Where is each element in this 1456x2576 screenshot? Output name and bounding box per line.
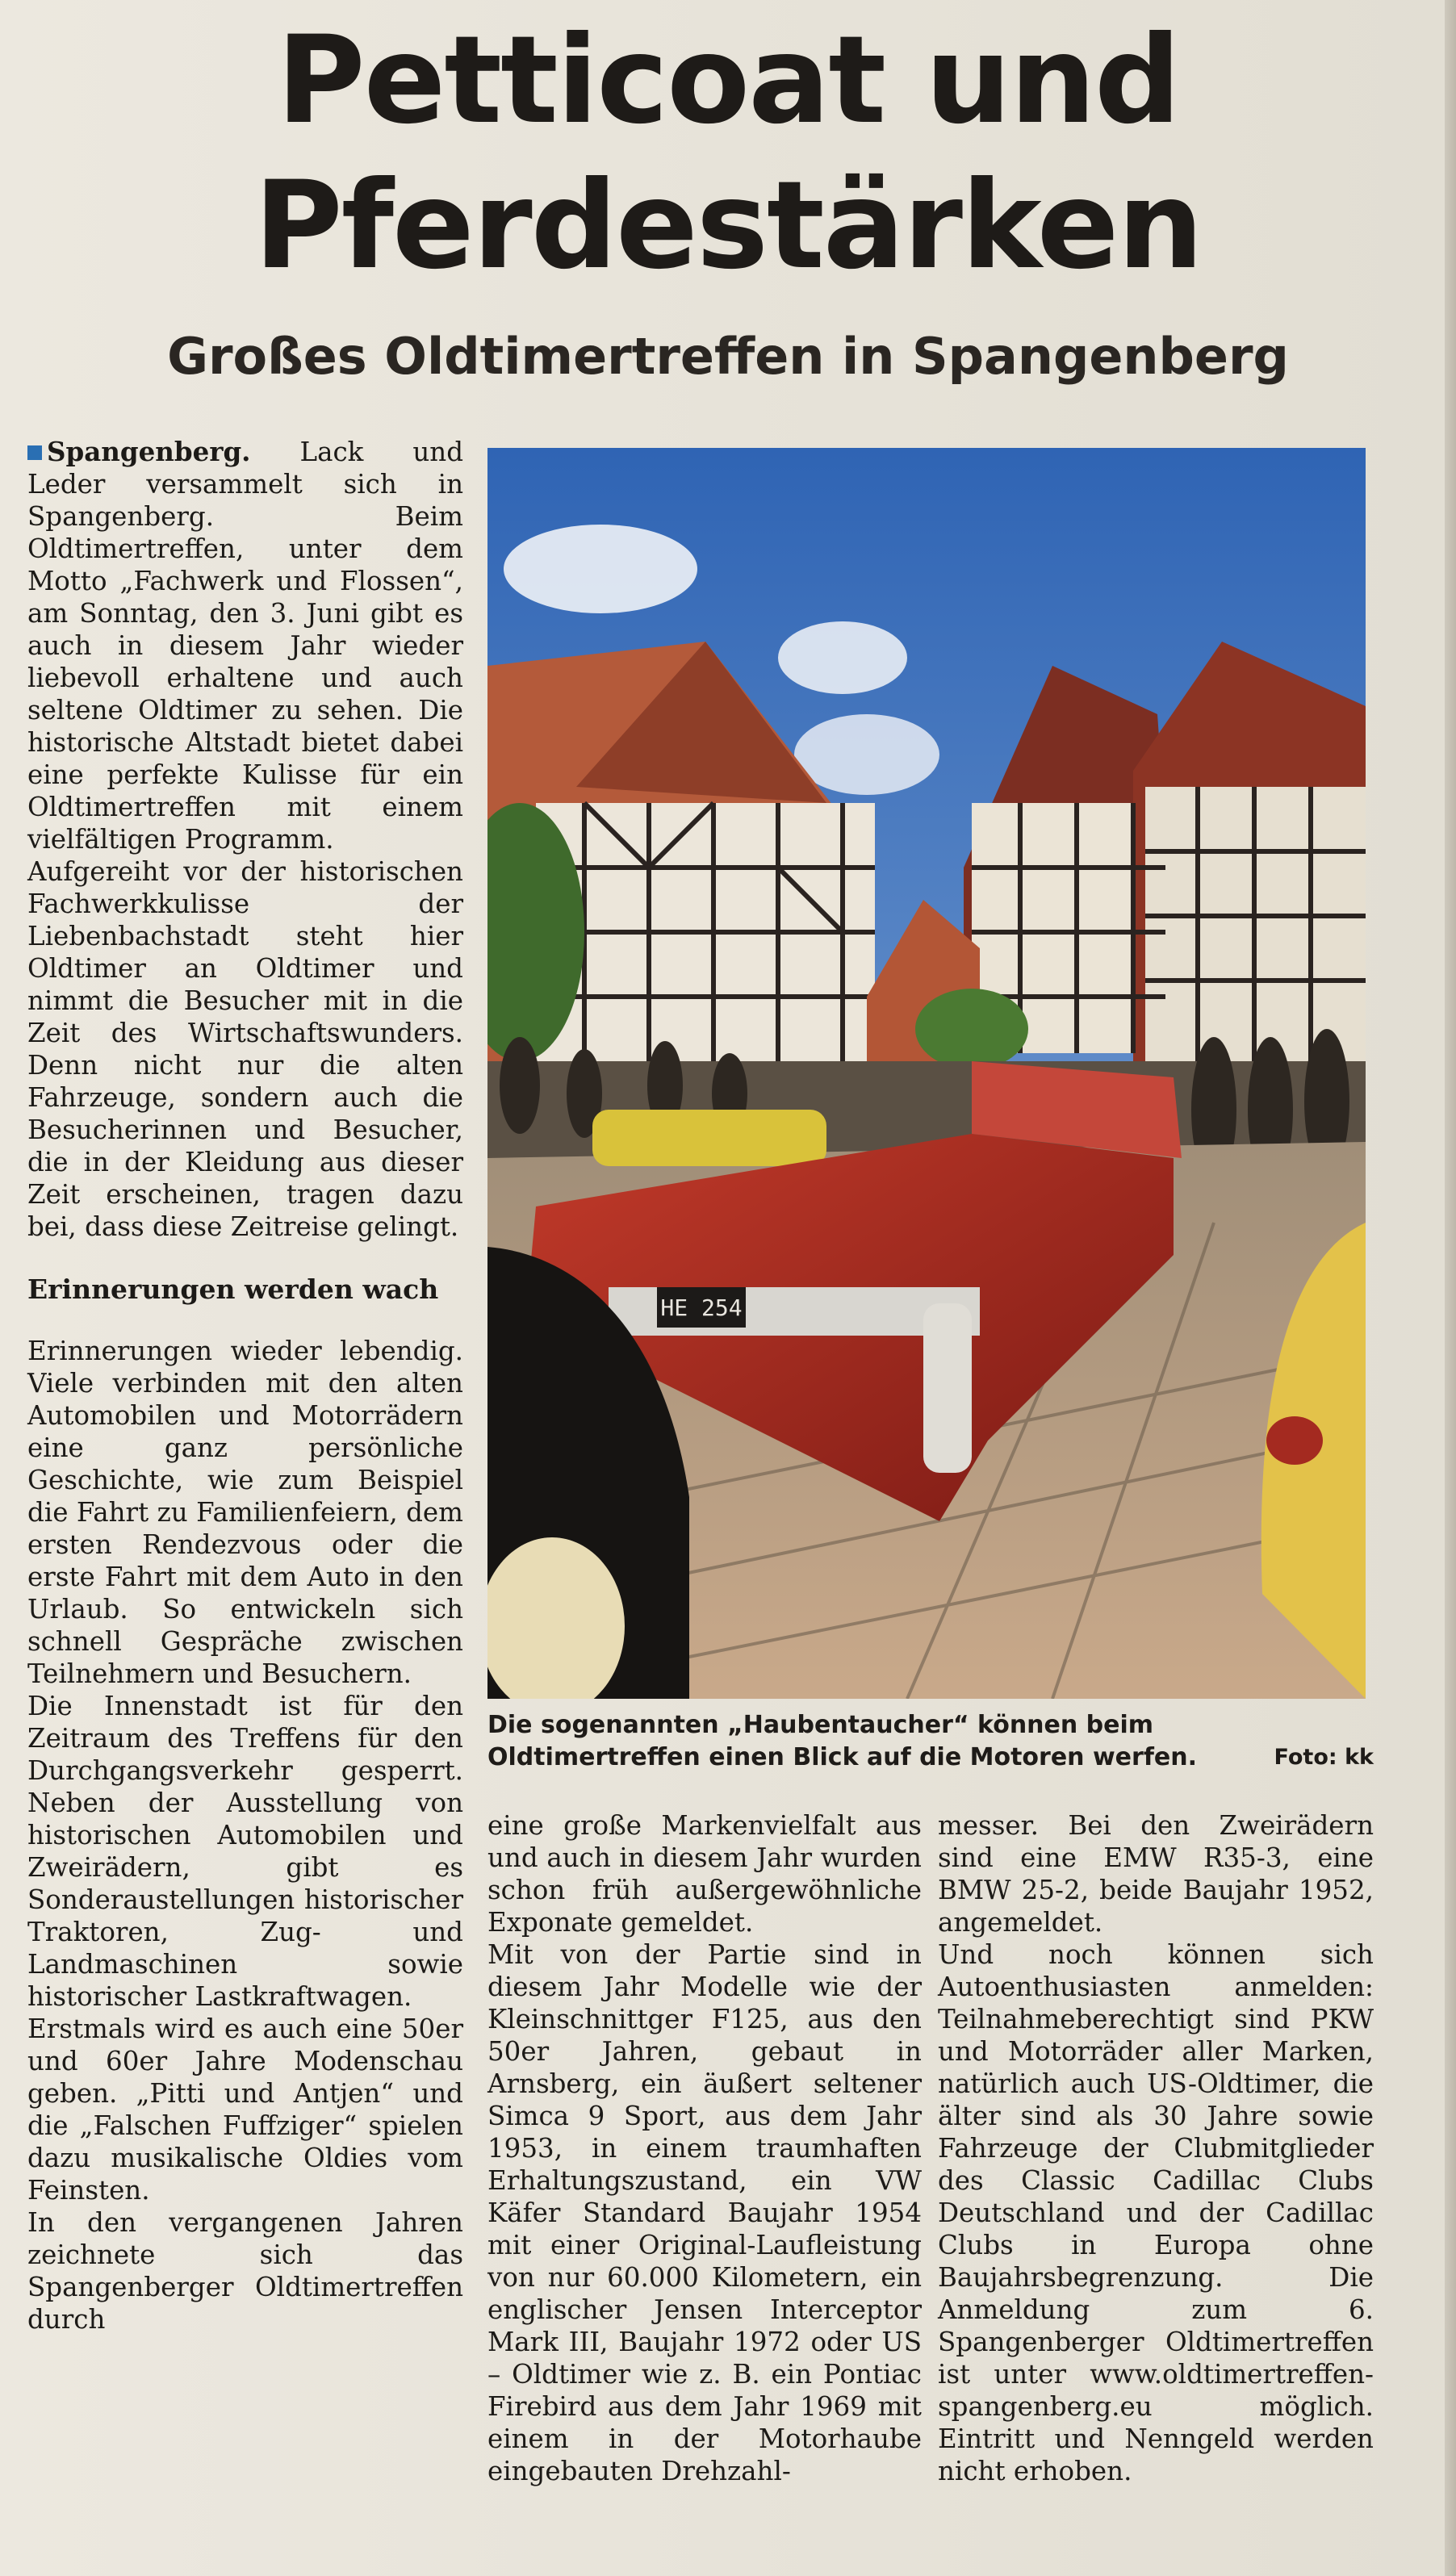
headline-line-2: Pferdestärken xyxy=(253,156,1203,296)
photo-caption xyxy=(487,1709,1374,1774)
article-column-3 xyxy=(938,1809,1374,2487)
page-edge xyxy=(1445,0,1456,2576)
oldtimer-street-photo xyxy=(487,448,1366,1699)
paragraph: In den vergangenen Jahren zeichnete sich das Spangenberger Oldtimertreffen durch xyxy=(27,2207,463,2335)
paragraph: Aufgereiht vor der historischen Fachwerkkulisse der Liebenbachstadt steht hier Oldtimer an Oldtimer und nimmt die Besucher mit in die Zeit des Wirtschaftswunders. Denn nicht nur die alten Fahrzeuge, sondern auch die Besucherinnen und Besucher, die in der Kleidung aus dieser Zeit erscheinen, tragen dazu bei, dass diese Zeitreise gelingt. xyxy=(27,856,463,1242)
photo-credit: Foto: kk xyxy=(1274,1745,1374,1770)
headline-line-1: Petticoat und xyxy=(276,10,1180,151)
section-subtitle: Erinnerungen werden wach xyxy=(27,1273,439,1305)
license-plate: HE 254 xyxy=(660,1294,743,1321)
article-column-1 xyxy=(27,436,463,2336)
paragraph: Erinnerungen wieder lebendig. Viele verbinden mit den alten Automobilen und Motorrädern eine ganz persönliche Geschichte, wie zum Beispiel die Fahrt zu Familienfeiern, dem ersten Rendezvous oder die erste Fahrt mit dem Auto in den Urlaub. So entwickeln sich schnell Gespräche zwischen Teilnehmern und Besuchern. xyxy=(27,1336,463,1689)
paragraph: Und noch können sich Autoenthusiasten anmelden: Teilnahmeberechtigt sind PKW und Motorräder aller Marken, natürlich auch US-Oldtimer, die älter sind als 30 Jahre sowie Fahrzeuge der Clubmitglieder des Classic Cadillac Clubs Deutschland und der Cadillac Clubs in Europa ohne Baujahrsbegrenzung. Die Anmeldung zum 6. Spangenberger Oldtimertreffen ist unter www.oldtimertreffen-spangenberg.eu möglich. Eintritt und Nenngeld werden nicht erhoben. xyxy=(938,1939,1374,2486)
caption-text: Die sogenannten „Haubentaucher“ können beim Oldtimertreffen einen Blick auf die Motoren werfen. xyxy=(487,1711,1197,1771)
subheadline: Großes Oldtimertreffen in Spangenberg xyxy=(167,327,1289,386)
paragraph: Die Innenstadt ist für den Zeitraum des Treffens für den Durchgangsverkehr gesperrt. Neben der Ausstellung von historischen Automobilen und Zweirädern, gibt es Sonderaustellungen historischer Traktoren, Zug- und Landmaschinen sowie historischer Lastkraftwagen. xyxy=(27,1691,463,2012)
dateline: Spangenberg. xyxy=(47,436,251,467)
paragraph: messer. Bei den Zweirädern sind eine EMW R35-3, eine BMW 25-2, beide Baujahr 1952, angemeldet. xyxy=(938,1810,1374,1938)
paragraph: eine große Markenvielfalt aus und auch in diesem Jahr wurden schon früh außergewöhnliche Exponate gemeldet. xyxy=(487,1810,922,1938)
article-photo xyxy=(487,448,1366,1699)
paragraph xyxy=(27,436,463,855)
paragraph: Erstmals wird es auch eine 50er und 60er Jahre Modenschau geben. „Pitti und Antjen“ und die „Falschen Fuffziger“ spielen dazu musikalische Oldies vom Feinsten. xyxy=(27,2014,463,2206)
paragraph: Mit von der Partie sind in diesem Jahr Modelle wie der Kleinschnittger F125, aus den 50er Jahren, gebaut in Arnsberg, ein äußert seltener Simca 9 Sport, aus dem Jahr 1953, in einem traumhaften Erhaltungszustand, ein VW Käfer Standard Baujahr 1954 mit einer Original-Laufleistung von nur 60.000 Kilometern, ein englischer Jensen Interceptor Mark III, Baujahr 1972 oder US – Oldtimer wie z. B. ein Pontiac Firebird aus dem Jahr 1969 mit einem in der Motorhaube eingebauten Drehzahl- xyxy=(487,1939,922,2486)
section-marker-icon xyxy=(27,445,42,460)
article-column-2 xyxy=(487,1809,922,2487)
paragraph-text: Lack und Leder versammelt sich in Spangenberg. Beim Oldtimertreffen, unter dem Motto „Fachwerk und Flossen“, am Sonntag, den 3. Juni gibt es auch in diesem Jahr wieder liebevoll erhaltene und auch seltene Oldtimer zu sehen. Die historische Altstadt bietet dabei eine perfekte Kulisse für ein Oldtimertreffen mit einem vielfältigen Programm. xyxy=(27,437,463,855)
